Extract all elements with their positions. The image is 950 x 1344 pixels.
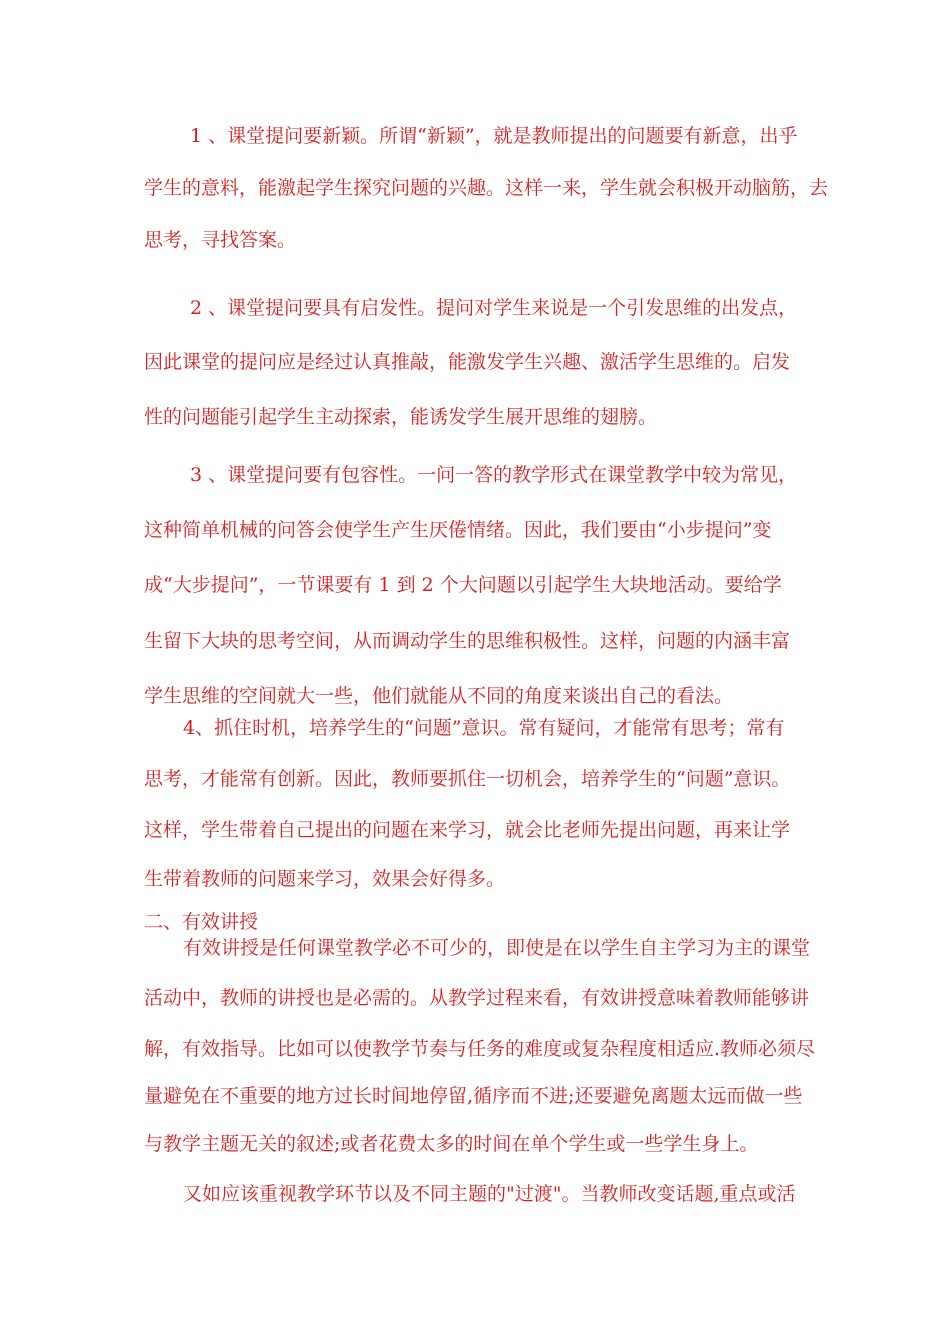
section-heading: 二、有效讲授 (144, 911, 259, 933)
paragraph-5-line-4: 量避免在不重要的地方过长时间地停留,循序而不进;还要避免离题太远而做一些 (144, 1085, 803, 1107)
paragraph-4-line-3: 这样，学生带着自己提出的问题在来学习，就会比老师先提出问题，再来让学 (144, 819, 791, 841)
paragraph-5-line-3: 解，有效指导。比如可以使教学节奏与任务的难度或复杂程度相适应.教师必须尽 (144, 1038, 816, 1060)
paragraph-5-line-2: 活动中，教师的讲授也是必需的。从教学过程来看，有效讲授意味着教师能够讲 (144, 987, 810, 1009)
paragraph-3-line-4: 生留下大块的思考空间，从而调动学生的思维积极性。这样，问题的内涵丰富 (144, 630, 791, 652)
paragraph-4-line-2: 思考，才能常有创新。因此，教师要抓住一切机会，培养学生的“问题”意识。 (144, 768, 791, 790)
paragraph-3-line-5: 学生思维的空间就大一些，他们就能从不同的角度来谈出自己的看法。 (144, 685, 734, 707)
paragraph-4-line-4: 生带着教师的问题来学习，效果会好得多。 (144, 868, 506, 890)
paragraph-2-line-3: 性的问题能引起学生主动探索，能诱发学生展开思维的翅膀。 (144, 406, 658, 428)
paragraph-1-line-2: 学生的意料，能激起学生探究问题的兴趣。这样一来，学生就会积极开动脑筋，去 (144, 177, 829, 199)
paragraph-3-line-2: 这种简单机械的问答会使学生产生厌倦情绪。因此，我们要由“小步提问”变 (144, 519, 772, 541)
paragraph-6-line-1: 又如应该重视教学环节以及不同主题的"过渡"。当教师改变话题,重点或活 (183, 1183, 796, 1205)
paragraph-2-line-1: 2 、课堂提问要具有启发性。提问对学生来说是一个引发思维的出发点， (190, 297, 798, 319)
paragraph-1-line-1: 1 、课堂提问要新颖。所谓“新颖”，就是教师提出的问题要有新意，出乎 (190, 125, 798, 147)
paragraph-2-line-2: 因此课堂的提问应是经过认真推敲，能激发学生兴趣、激活学生思维的。启发 (144, 351, 791, 373)
paragraph-5-line-1: 有效讲授是任何课堂教学必不可少的，即使是在以学生自主学习为主的课堂 (183, 937, 811, 959)
paragraph-5-line-5: 与教学主题无关的叙述;或者花费太多的时间在单个学生或一些学生身上。 (144, 1133, 759, 1155)
paragraph-3-line-3: 成“大步提问”，一节课要有 1 到 2 个大问题以引起学生大块地活动。要给学 (144, 574, 782, 596)
paragraph-3-line-1: 3 、课堂提问要有包容性。一问一答的教学形式在课堂教学中较为常见， (190, 464, 798, 486)
paragraph-4-line-1: 4、抓住时机，培养学生的“问题”意识。常有疑问，才能常有思考；常有 (183, 717, 785, 739)
paragraph-1-line-3: 思考，寻找答案。 (144, 229, 297, 251)
